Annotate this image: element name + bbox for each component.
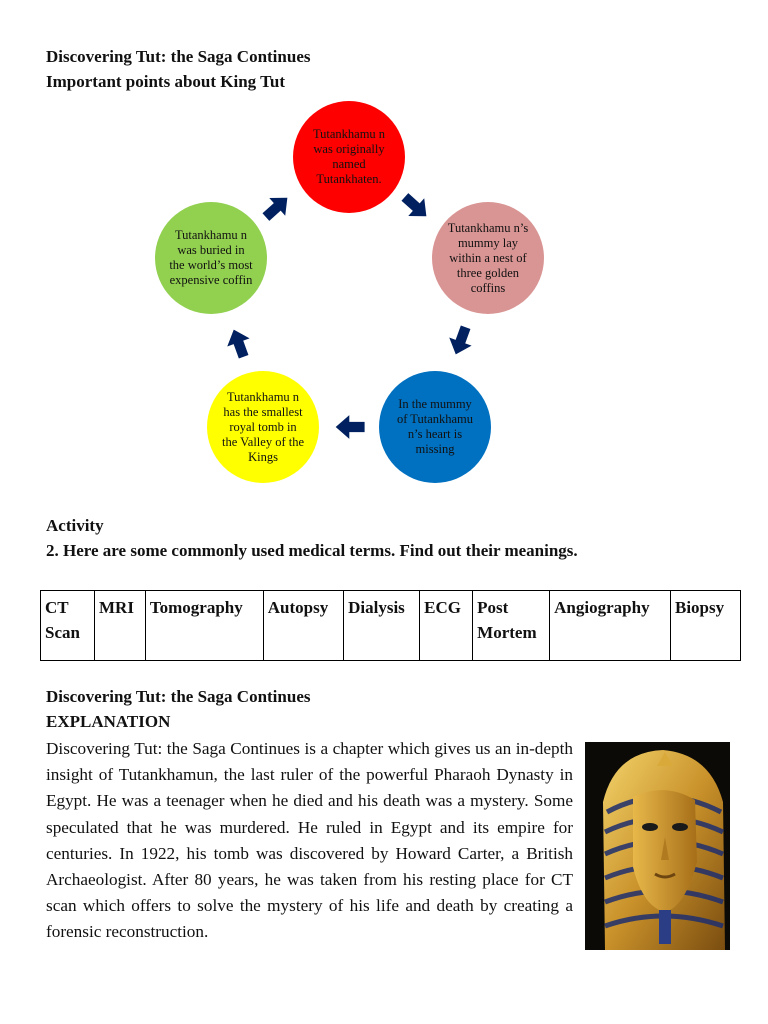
cycle-circle-golden-coffins: [432, 202, 544, 314]
table-cell: Angiography: [550, 591, 671, 661]
explanation-title: Discovering Tut: the Saga Continues: [46, 687, 311, 706]
cycle-circle-text: Tutankhamu n was originally named Tutankhaten.: [312, 127, 386, 186]
table-cell: Biopsy: [671, 591, 741, 661]
medical-terms-table: [40, 590, 741, 661]
cycle-circle-text: Tutankhamu n was buried in the world’s most expensive coffin: [169, 228, 253, 287]
cycle-circle-text: Tutankhamu n has the smallest royal tomb in the Valley of the Kings: [221, 389, 305, 464]
cycle-circle-text: In the mummy of Tutankhamu n’s heart is missing: [396, 397, 474, 456]
explanation-paragraph: Discovering Tut: the Saga Continues is a chapter which gives us an in-depth insight of Tutankhamun, the last ruler of the powerful Pharaoh Dynasty in Egypt. He was a teenager when he died and his death was a mystery. Some speculated that he was murdered. He ruled in Egypt and its empire for centuries. In 1922, his tomb was discovered by Howard Carter, a British Archaeologist. After 80 years, he was taken from his resting place for CT scan which offers to solve the mystery of his life and death by creating a forensic reconstruction.: [46, 739, 573, 942]
page-title: Discovering Tut: the Saga Continues: [46, 47, 311, 66]
cycle-arrow-3-icon: [334, 410, 368, 444]
table-cell: ECG: [420, 591, 473, 661]
cycle-circle-heart-missing: [379, 371, 491, 483]
table-cell: MRI: [95, 591, 146, 661]
cycle-arrow-5-icon: [259, 191, 293, 225]
cycle-circle-text: Tutankhamu n’s mummy lay within a nest of three golden coffins: [447, 220, 529, 295]
cycle-arrow-1-icon: [398, 189, 432, 223]
table-row: [41, 591, 741, 661]
table-cell: Post Mortem: [473, 591, 550, 661]
table-cell: Autopsy: [263, 591, 343, 661]
tutankhamun-mask-image: [585, 742, 730, 950]
cycle-circle-expensive-coffin: [155, 202, 267, 314]
cycle-arrow-4-icon: [222, 327, 256, 361]
table-cell: Dialysis: [344, 591, 420, 661]
explanation-label: EXPLANATION: [46, 712, 171, 731]
activity-instruction: 2. Here are some commonly used medical terms. Find out their meanings.: [46, 541, 578, 560]
activity-title: Activity: [46, 516, 104, 535]
table-cell: Tomography: [145, 591, 263, 661]
page-subtitle: Important points about King Tut: [46, 72, 286, 91]
cycle-circle-original-name: [293, 101, 405, 213]
cycle-arrow-2-icon: [444, 323, 478, 357]
cycle-circle-smallest-tomb: [207, 371, 319, 483]
table-cell: CT Scan: [41, 591, 95, 661]
